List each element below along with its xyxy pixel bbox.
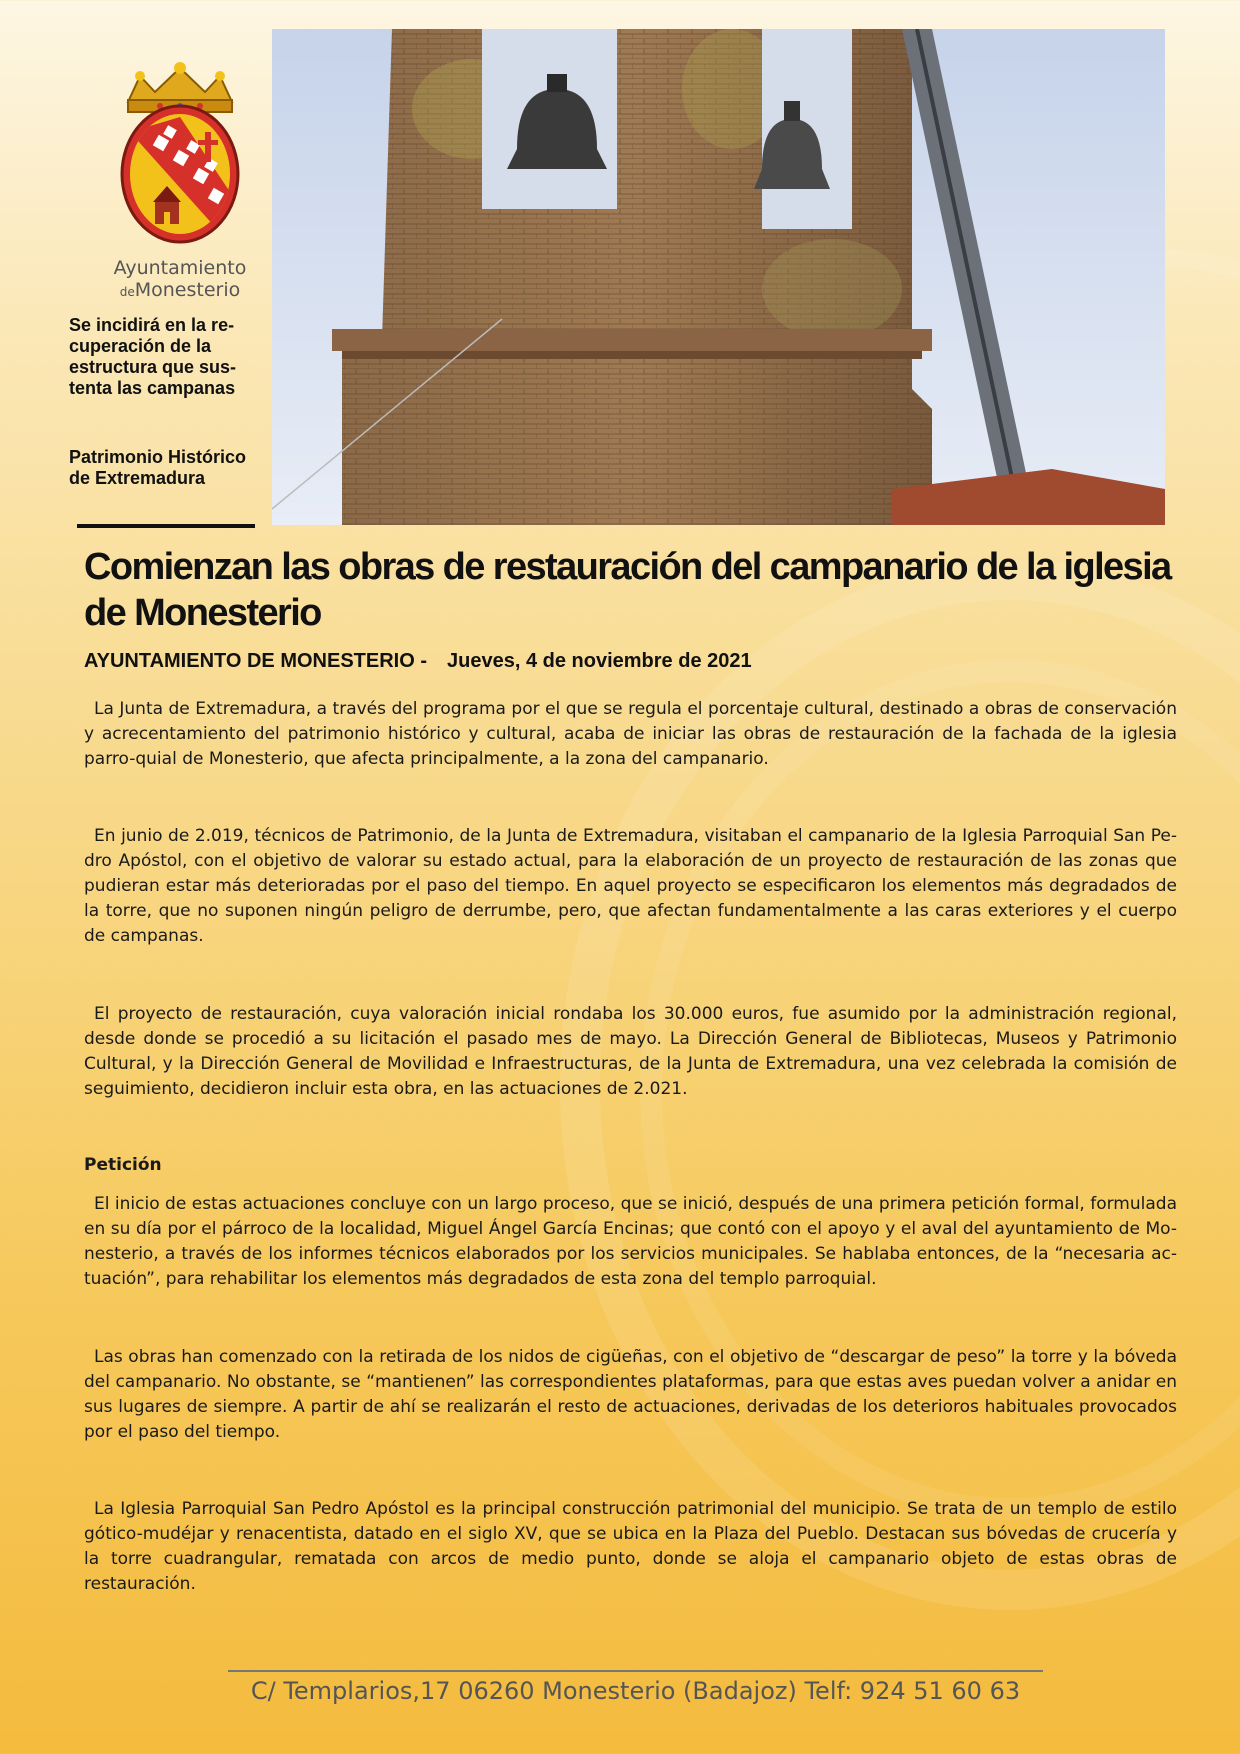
article-byline [84, 650, 752, 673]
logo-line-monesterio [100, 279, 260, 303]
ayuntamiento-logo [100, 62, 260, 302]
footer-divider [228, 1670, 1043, 1672]
section-subhead: Petición [84, 1155, 162, 1175]
logo-caption [100, 257, 260, 303]
footer-address: C/ Templarios,17 06260 Monesterio (Badajoz) Telf: 924 51 60 63 [250, 1677, 1021, 1705]
article-paragraph: El proyecto de restauración, cuya valoración inicial rondaba los 30.000 euros, fue asumido por la administración regional, desde donde se procedió a su licitación el pasado mes de mayo. La Dirección General de Bibliotecas, Museos y Patrimonio Cultural, y la Dirección General de Movilidad e Infraestructuras, de la Junta de Extremadura, una vez celebrada la comisión de seguimiento, decidieron incluir esta obra, en las actuaciones de 2.021. [84, 1004, 1177, 1099]
logo-line-de: de [119, 285, 135, 299]
side-note-patrimonio: Patrimonio Histórico de Extremadura [69, 447, 247, 488]
article-paragraph: La Junta de Extremadura, a través del programa por el que se regula el porcentaje cultural, destinado a obras de conservación y acrecentamiento del patrimonio histórico y cultural, acaba de iniciar las obras de restauración de la fachada de la iglesia parro-quial de Monesterio, que afecta principalmente, a la zona del campanario. [84, 699, 1177, 769]
article-paragraph: El inicio de estas actuaciones concluye con un largo proceso, que se inició, después de una primera petición formal, formulada en su día por el párroco de la localidad, Miguel Ángel García Encinas; que contó con el apoyo y el aval del ayuntamiento de Mo-nesterio, a través de los informes técnicos elaborados por los servicios municipales. Se hablaba entonces, de la “necesaria ac-tuación”, para rehabilitar los elementos más degradados de esta zona del templo parroquial. [84, 1194, 1177, 1289]
article-paragraph: En junio de 2.019, técnicos de Patrimonio, de la Junta de Extremadura, visitaban el campanario de la Iglesia Parroquial San Pe-dro Apóstol, con el objetivo de valorar su estado actual, para la elaboración de un proyecto de restauración de las zonas que pudieran estar más deterioradas por el paso del tiempo. En aquel proyecto se especificaron los elementos más degradados de la torre, que no suponen ningún peligro de derrumbe, pero, que afectan fundamentalmente a las caras exteriores y el cuerpo de campanas. [84, 826, 1177, 946]
logo-line-ayuntamiento: Ayuntamiento [113, 257, 247, 279]
byline-source: AYUNTAMIENTO DE MONESTERIO - [84, 650, 427, 672]
bell-tower-photo [272, 29, 1165, 525]
coat-of-arms-icon [110, 62, 250, 252]
article-paragraph: Las obras han comenzado con la retirada de los nidos de cigüeñas, con el objetivo de “descargar de peso” la torre y la bóveda del campanario. No obstante, se “mantienen” las correspondientes plataformas, para que estas aves puedan volver a anidar en sus lugares de siempre. A partir de ahí se realizarán el resto de actuaciones, derivadas de los deterioros habituales provocados por el paso del tiempo. [84, 1347, 1177, 1442]
byline-date: Jueves, 4 de noviembre de 2021 [447, 650, 752, 672]
logo-line-town: Monesterio [134, 279, 241, 301]
side-divider [77, 524, 255, 528]
article-paragraph: La Iglesia Parroquial San Pedro Apóstol es la principal construcción patrimonial del municipio. Se trata de un templo de estilo gótico-mudéjar y renacentista, datado en el siglo XV, que se ubica en la Plaza del Pueblo. Destacan sus bóvedas de crucería y la torre cuadrangular, rematada con arcos de medio punto, donde se aloja el campanario objeto de estas obras de restauración. [84, 1499, 1177, 1594]
side-note-structure: Se incidirá en la re-cuperación de la estructura que sus-tenta las campanas [69, 315, 237, 398]
article-headline: Comienzan las obras de restauración del campanario de la iglesia de Monesterio [84, 546, 1171, 634]
